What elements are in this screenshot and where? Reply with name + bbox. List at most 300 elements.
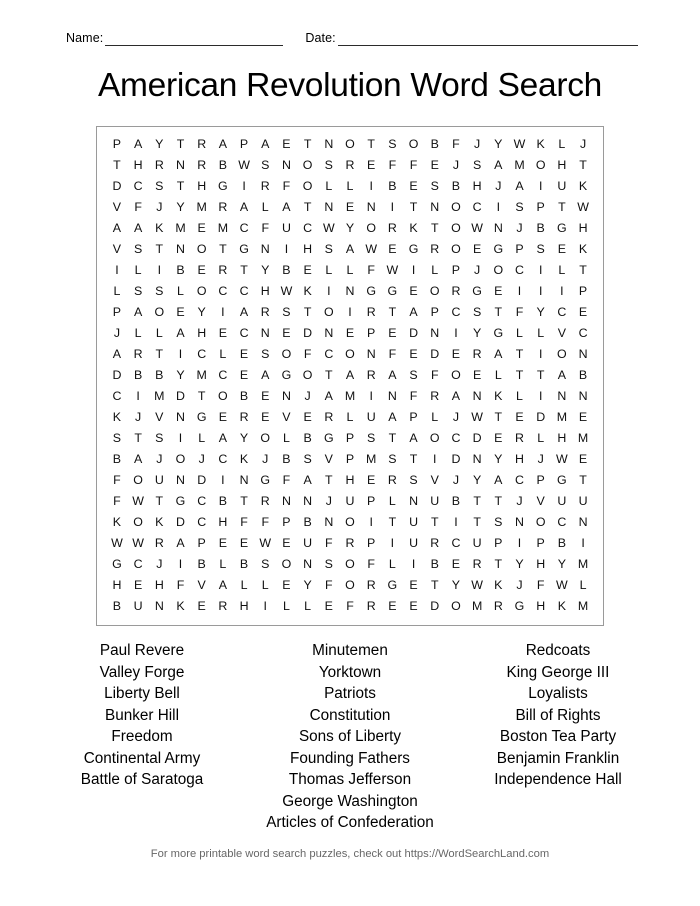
- grid-cell[interactable]: T: [473, 515, 481, 530]
- grid-cell[interactable]: A: [494, 473, 503, 488]
- word-list-item[interactable]: Paul Revere: [99, 642, 185, 660]
- grid-cell[interactable]: E: [388, 242, 397, 257]
- grid-cell[interactable]: E: [303, 410, 312, 425]
- grid-cell[interactable]: I: [115, 263, 119, 278]
- grid-cell[interactable]: F: [388, 158, 397, 173]
- grid-cell[interactable]: N: [260, 326, 270, 341]
- grid-cell[interactable]: B: [303, 515, 312, 530]
- grid-cell[interactable]: T: [579, 263, 587, 278]
- grid-cell[interactable]: U: [154, 473, 164, 488]
- grid-cell[interactable]: S: [261, 158, 270, 173]
- grid-cell[interactable]: Y: [472, 473, 482, 488]
- grid-cell[interactable]: R: [345, 158, 355, 173]
- grid-cell[interactable]: F: [452, 137, 460, 152]
- grid-cell[interactable]: R: [345, 536, 355, 551]
- grid-cell[interactable]: C: [218, 368, 228, 383]
- grid-cell[interactable]: T: [494, 557, 503, 572]
- grid-cell[interactable]: O: [260, 431, 271, 446]
- word-list-item[interactable]: Bunker Hill: [105, 706, 179, 724]
- grid-cell[interactable]: L: [516, 326, 523, 341]
- grid-cell[interactable]: D: [430, 347, 440, 362]
- grid-cell[interactable]: I: [242, 179, 246, 194]
- grid-cell[interactable]: J: [304, 389, 311, 404]
- grid-cell[interactable]: J: [262, 452, 269, 467]
- grid-cell[interactable]: G: [557, 473, 567, 488]
- grid-cell[interactable]: T: [240, 263, 248, 278]
- grid-cell[interactable]: S: [367, 431, 376, 446]
- grid-cell[interactable]: M: [577, 431, 589, 446]
- grid-cell[interactable]: N: [281, 158, 291, 173]
- grid-cell[interactable]: O: [323, 305, 334, 320]
- grid-cell[interactable]: A: [239, 200, 249, 215]
- grid-cell[interactable]: P: [367, 326, 376, 341]
- grid-cell[interactable]: J: [474, 137, 481, 152]
- grid-cell[interactable]: S: [133, 242, 143, 257]
- grid-cell[interactable]: W: [513, 137, 526, 152]
- grid-cell[interactable]: L: [516, 389, 523, 404]
- grid-cell[interactable]: A: [239, 305, 249, 320]
- grid-cell[interactable]: V: [112, 242, 122, 257]
- grid-cell[interactable]: W: [280, 284, 293, 299]
- grid-cell[interactable]: B: [430, 137, 439, 152]
- grid-cell[interactable]: D: [409, 326, 419, 341]
- grid-cell[interactable]: G: [493, 326, 504, 341]
- grid-cell[interactable]: S: [155, 284, 164, 299]
- grid-cell[interactable]: R: [260, 305, 270, 320]
- grid-cell[interactable]: K: [557, 599, 566, 614]
- grid-cell[interactable]: P: [430, 305, 439, 320]
- grid-cell[interactable]: O: [154, 305, 165, 320]
- grid-cell[interactable]: O: [345, 557, 355, 572]
- grid-cell[interactable]: O: [175, 452, 186, 467]
- grid-cell[interactable]: M: [175, 221, 186, 236]
- name-write-line[interactable]: [105, 33, 283, 46]
- grid-cell[interactable]: C: [515, 473, 524, 488]
- grid-cell[interactable]: J: [495, 179, 502, 194]
- grid-cell[interactable]: E: [367, 473, 376, 488]
- grid-cell[interactable]: T: [430, 578, 439, 593]
- grid-cell[interactable]: S: [494, 515, 503, 530]
- grid-cell[interactable]: L: [325, 263, 333, 278]
- grid-cell[interactable]: G: [196, 410, 207, 425]
- grid-cell[interactable]: M: [556, 410, 568, 425]
- grid-cell[interactable]: U: [557, 494, 567, 509]
- grid-cell[interactable]: E: [239, 536, 249, 551]
- grid-cell[interactable]: I: [221, 473, 225, 488]
- grid-cell[interactable]: P: [536, 200, 545, 215]
- grid-cell[interactable]: T: [494, 305, 503, 320]
- grid-cell[interactable]: K: [494, 389, 503, 404]
- grid-cell[interactable]: I: [390, 200, 395, 215]
- grid-cell[interactable]: W: [577, 200, 589, 215]
- grid-cell[interactable]: E: [494, 284, 503, 299]
- grid-cell[interactable]: P: [112, 305, 122, 320]
- grid-cell[interactable]: S: [324, 242, 333, 257]
- grid-cell[interactable]: C: [133, 179, 143, 194]
- grid-cell[interactable]: H: [557, 158, 567, 173]
- grid-cell[interactable]: Y: [472, 326, 482, 341]
- grid-cell[interactable]: C: [472, 200, 482, 215]
- word-list-item[interactable]: Valley Forge: [99, 663, 185, 681]
- grid-cell[interactable]: N: [578, 389, 588, 404]
- grid-cell[interactable]: O: [281, 347, 292, 362]
- grid-cell[interactable]: T: [473, 494, 481, 509]
- grid-cell[interactable]: E: [345, 200, 355, 215]
- grid-cell[interactable]: L: [346, 179, 354, 194]
- grid-cell[interactable]: C: [324, 347, 334, 362]
- grid-cell[interactable]: F: [282, 179, 291, 194]
- word-list-item[interactable]: Redcoats: [525, 642, 591, 660]
- grid-cell[interactable]: Y: [197, 305, 206, 320]
- grid-cell[interactable]: R: [387, 473, 397, 488]
- grid-cell[interactable]: O: [429, 431, 440, 446]
- grid-cell[interactable]: E: [176, 305, 185, 320]
- grid-cell[interactable]: S: [155, 179, 164, 194]
- grid-cell[interactable]: I: [517, 284, 522, 299]
- grid-cell[interactable]: E: [345, 326, 355, 341]
- grid-cell[interactable]: D: [472, 431, 482, 446]
- grid-cell[interactable]: C: [197, 494, 207, 509]
- date-write-line[interactable]: [338, 33, 638, 46]
- grid-cell[interactable]: D: [197, 473, 207, 488]
- grid-cell[interactable]: N: [366, 200, 376, 215]
- grid-cell[interactable]: N: [409, 494, 419, 509]
- grid-cell[interactable]: K: [112, 410, 122, 425]
- grid-cell[interactable]: A: [133, 305, 143, 320]
- grid-cell[interactable]: Y: [494, 137, 503, 152]
- grid-cell[interactable]: W: [322, 221, 335, 236]
- grid-cell[interactable]: S: [133, 284, 143, 299]
- word-list-item[interactable]: Thomas Jefferson: [288, 771, 412, 789]
- grid-cell[interactable]: O: [281, 557, 292, 572]
- grid-cell[interactable]: N: [578, 515, 588, 530]
- grid-cell[interactable]: H: [154, 578, 164, 593]
- grid-cell[interactable]: A: [324, 389, 333, 404]
- grid-cell[interactable]: E: [218, 536, 227, 551]
- grid-cell[interactable]: B: [430, 557, 439, 572]
- grid-cell[interactable]: O: [535, 515, 546, 530]
- grid-cell[interactable]: L: [304, 599, 312, 614]
- grid-cell[interactable]: D: [536, 410, 546, 425]
- grid-cell[interactable]: P: [345, 431, 355, 446]
- grid-cell[interactable]: J: [537, 452, 544, 467]
- word-list-item[interactable]: George Washington: [282, 792, 418, 810]
- grid-cell[interactable]: E: [409, 179, 418, 194]
- grid-cell[interactable]: T: [197, 389, 206, 404]
- grid-cell[interactable]: P: [367, 536, 376, 551]
- grid-cell[interactable]: S: [388, 137, 397, 152]
- grid-cell[interactable]: O: [451, 368, 461, 383]
- grid-cell[interactable]: S: [536, 242, 545, 257]
- grid-cell[interactable]: A: [133, 452, 143, 467]
- grid-cell[interactable]: F: [430, 368, 439, 383]
- grid-cell[interactable]: L: [558, 263, 566, 278]
- grid-cell[interactable]: A: [345, 242, 355, 257]
- grid-cell[interactable]: D: [176, 389, 185, 404]
- grid-cell[interactable]: T: [388, 431, 397, 446]
- grid-cell[interactable]: N: [493, 221, 503, 236]
- grid-cell[interactable]: B: [578, 368, 588, 383]
- grid-cell[interactable]: E: [451, 347, 461, 362]
- grid-cell[interactable]: G: [366, 284, 376, 299]
- grid-cell[interactable]: M: [217, 221, 229, 236]
- grid-cell[interactable]: P: [345, 452, 355, 467]
- grid-cell[interactable]: V: [155, 410, 164, 425]
- grid-cell[interactable]: G: [218, 179, 228, 194]
- grid-cell[interactable]: V: [557, 326, 566, 341]
- grid-cell[interactable]: R: [154, 536, 164, 551]
- grid-cell[interactable]: L: [282, 431, 290, 446]
- grid-cell[interactable]: P: [494, 536, 503, 551]
- grid-cell[interactable]: M: [154, 389, 165, 404]
- word-list-item[interactable]: Benjamin Franklin: [496, 749, 620, 767]
- grid-cell[interactable]: S: [472, 305, 482, 320]
- grid-cell[interactable]: W: [132, 494, 144, 509]
- grid-cell[interactable]: F: [367, 557, 375, 572]
- grid-cell[interactable]: G: [387, 284, 398, 299]
- grid-cell[interactable]: S: [261, 347, 270, 362]
- grid-cell[interactable]: C: [557, 515, 567, 530]
- grid-cell[interactable]: P: [451, 263, 461, 278]
- grid-cell[interactable]: O: [345, 578, 355, 593]
- grid-cell[interactable]: G: [387, 578, 398, 593]
- grid-cell[interactable]: H: [197, 179, 207, 194]
- name-field[interactable]: [66, 32, 283, 46]
- grid-cell[interactable]: C: [515, 263, 524, 278]
- grid-cell[interactable]: O: [408, 137, 419, 152]
- grid-cell[interactable]: L: [134, 263, 142, 278]
- grid-cell[interactable]: K: [303, 284, 312, 299]
- grid-cell[interactable]: Y: [494, 452, 503, 467]
- grid-cell[interactable]: J: [325, 494, 332, 509]
- grid-cell[interactable]: O: [451, 200, 461, 215]
- grid-cell[interactable]: F: [367, 263, 375, 278]
- grid-cell[interactable]: J: [198, 452, 205, 467]
- grid-cell[interactable]: P: [515, 242, 524, 257]
- grid-cell[interactable]: D: [112, 368, 122, 383]
- grid-cell[interactable]: A: [409, 305, 418, 320]
- grid-cell[interactable]: I: [369, 179, 373, 194]
- grid-cell[interactable]: T: [155, 347, 164, 362]
- grid-cell[interactable]: H: [260, 284, 270, 299]
- grid-cell[interactable]: J: [516, 494, 523, 509]
- grid-cell[interactable]: W: [365, 242, 378, 257]
- grid-cell[interactable]: D: [176, 515, 185, 530]
- grid-cell[interactable]: E: [197, 263, 206, 278]
- grid-cell[interactable]: K: [536, 137, 545, 152]
- grid-cell[interactable]: K: [239, 452, 249, 467]
- grid-cell[interactable]: B: [282, 452, 291, 467]
- grid-cell[interactable]: E: [578, 452, 588, 467]
- grid-cell[interactable]: R: [430, 536, 440, 551]
- grid-cell[interactable]: A: [218, 431, 227, 446]
- grid-cell[interactable]: E: [451, 557, 461, 572]
- grid-cell[interactable]: V: [536, 494, 545, 509]
- grid-cell[interactable]: A: [176, 536, 185, 551]
- grid-cell[interactable]: C: [451, 305, 461, 320]
- grid-cell[interactable]: L: [261, 578, 269, 593]
- grid-cell[interactable]: K: [112, 515, 122, 530]
- grid-cell[interactable]: I: [263, 599, 267, 614]
- grid-cell[interactable]: A: [303, 473, 312, 488]
- grid-cell[interactable]: T: [240, 494, 248, 509]
- grid-cell[interactable]: S: [324, 557, 333, 572]
- grid-cell[interactable]: Y: [176, 368, 185, 383]
- grid-cell[interactable]: I: [348, 305, 352, 320]
- grid-cell[interactable]: U: [409, 536, 419, 551]
- grid-cell[interactable]: F: [113, 494, 121, 509]
- grid-cell[interactable]: B: [155, 368, 164, 383]
- grid-cell[interactable]: E: [388, 599, 397, 614]
- grid-cell[interactable]: R: [260, 179, 270, 194]
- grid-cell[interactable]: I: [496, 200, 501, 215]
- grid-cell[interactable]: L: [579, 578, 587, 593]
- grid-cell[interactable]: P: [536, 536, 545, 551]
- grid-cell[interactable]: C: [197, 347, 207, 362]
- grid-cell[interactable]: R: [472, 347, 482, 362]
- grid-cell[interactable]: E: [218, 326, 227, 341]
- grid-cell[interactable]: B: [451, 494, 461, 509]
- grid-cell[interactable]: N: [578, 347, 588, 362]
- grid-cell[interactable]: O: [218, 389, 228, 404]
- grid-cell[interactable]: H: [515, 452, 524, 467]
- word-list-item[interactable]: Yorktown: [318, 663, 382, 681]
- grid-cell[interactable]: R: [515, 431, 524, 446]
- word-list-item[interactable]: Liberty Bell: [104, 685, 180, 703]
- grid-cell[interactable]: W: [238, 158, 250, 173]
- grid-cell[interactable]: G: [408, 242, 419, 257]
- grid-cell[interactable]: I: [327, 284, 331, 299]
- grid-cell[interactable]: N: [515, 515, 524, 530]
- word-list-item[interactable]: Minutemen: [312, 642, 388, 660]
- grid-cell[interactable]: C: [239, 326, 249, 341]
- grid-cell[interactable]: A: [494, 347, 503, 362]
- grid-cell[interactable]: Y: [261, 263, 270, 278]
- grid-cell[interactable]: W: [132, 536, 144, 551]
- grid-cell[interactable]: O: [133, 473, 143, 488]
- grid-cell[interactable]: K: [155, 515, 164, 530]
- grid-cell[interactable]: C: [578, 326, 588, 341]
- grid-cell[interactable]: T: [155, 494, 164, 509]
- grid-cell[interactable]: H: [472, 179, 482, 194]
- grid-cell[interactable]: W: [471, 410, 483, 425]
- grid-cell[interactable]: E: [494, 431, 503, 446]
- grid-cell[interactable]: D: [303, 326, 313, 341]
- grid-cell[interactable]: H: [239, 599, 249, 614]
- grid-cell[interactable]: P: [409, 410, 418, 425]
- grid-cell[interactable]: R: [387, 221, 397, 236]
- grid-cell[interactable]: B: [239, 389, 249, 404]
- grid-cell[interactable]: G: [175, 494, 186, 509]
- grid-cell[interactable]: M: [344, 389, 356, 404]
- grid-cell[interactable]: S: [388, 452, 397, 467]
- grid-cell[interactable]: B: [218, 158, 227, 173]
- grid-cell[interactable]: E: [409, 578, 418, 593]
- grid-cell[interactable]: B: [133, 368, 143, 383]
- grid-cell[interactable]: J: [156, 452, 163, 467]
- grid-cell[interactable]: A: [176, 326, 185, 341]
- grid-cell[interactable]: E: [578, 305, 588, 320]
- grid-cell[interactable]: E: [324, 599, 333, 614]
- grid-cell[interactable]: L: [494, 368, 502, 383]
- date-field[interactable]: [305, 32, 638, 46]
- grid-cell[interactable]: F: [240, 515, 248, 530]
- grid-cell[interactable]: E: [282, 326, 291, 341]
- grid-cell[interactable]: T: [494, 410, 503, 425]
- grid-cell[interactable]: K: [409, 221, 418, 236]
- grid-cell[interactable]: I: [221, 305, 225, 320]
- grid-cell[interactable]: T: [325, 473, 333, 488]
- word-list-item[interactable]: Continental Army: [83, 749, 201, 767]
- grid-cell[interactable]: P: [112, 137, 122, 152]
- grid-cell[interactable]: L: [177, 284, 184, 299]
- grid-cell[interactable]: I: [454, 326, 458, 341]
- grid-cell[interactable]: O: [451, 221, 461, 236]
- grid-cell[interactable]: A: [282, 200, 291, 215]
- grid-cell[interactable]: W: [471, 578, 483, 593]
- grid-cell[interactable]: L: [282, 599, 290, 614]
- grid-cell[interactable]: S: [409, 473, 418, 488]
- grid-cell[interactable]: O: [557, 347, 567, 362]
- grid-cell[interactable]: V: [282, 410, 291, 425]
- grid-cell[interactable]: R: [239, 410, 249, 425]
- grid-cell[interactable]: O: [133, 515, 143, 530]
- grid-cell[interactable]: L: [240, 578, 248, 593]
- grid-cell[interactable]: T: [536, 368, 545, 383]
- grid-cell[interactable]: R: [260, 494, 270, 509]
- grid-cell[interactable]: L: [219, 557, 227, 572]
- grid-cell[interactable]: M: [471, 599, 483, 614]
- grid-cell[interactable]: I: [369, 389, 373, 404]
- grid-cell[interactable]: H: [112, 578, 122, 593]
- grid-cell[interactable]: L: [219, 347, 227, 362]
- grid-cell[interactable]: J: [516, 221, 523, 236]
- word-list-item[interactable]: Sons of Liberty: [298, 728, 402, 746]
- grid-cell[interactable]: Y: [176, 200, 185, 215]
- grid-cell[interactable]: A: [261, 137, 270, 152]
- grid-cell[interactable]: C: [218, 452, 228, 467]
- grid-cell[interactable]: U: [303, 536, 313, 551]
- grid-cell[interactable]: V: [324, 452, 333, 467]
- grid-cell[interactable]: Y: [155, 137, 164, 152]
- grid-cell[interactable]: E: [409, 284, 418, 299]
- grid-cell[interactable]: O: [345, 515, 355, 530]
- grid-cell[interactable]: G: [260, 473, 271, 488]
- grid-cell[interactable]: T: [515, 347, 524, 362]
- grid-cell[interactable]: I: [411, 557, 416, 572]
- grid-cell[interactable]: O: [302, 158, 313, 173]
- grid-cell[interactable]: E: [239, 368, 249, 383]
- grid-cell[interactable]: V: [112, 200, 122, 215]
- grid-cell[interactable]: A: [388, 368, 397, 383]
- grid-cell[interactable]: U: [578, 494, 588, 509]
- grid-cell[interactable]: U: [557, 179, 567, 194]
- grid-cell[interactable]: Y: [239, 431, 249, 446]
- grid-cell[interactable]: N: [281, 494, 291, 509]
- grid-cell[interactable]: V: [430, 473, 439, 488]
- grid-cell[interactable]: L: [431, 263, 439, 278]
- grid-cell[interactable]: B: [536, 221, 545, 236]
- grid-cell[interactable]: J: [579, 137, 587, 152]
- grid-cell[interactable]: R: [154, 158, 164, 173]
- grid-cell[interactable]: S: [472, 158, 482, 173]
- grid-cell[interactable]: B: [451, 179, 461, 194]
- word-list-item[interactable]: Battle of Saratoga: [80, 771, 204, 789]
- grid-cell[interactable]: L: [388, 494, 396, 509]
- grid-cell[interactable]: C: [239, 284, 249, 299]
- grid-cell[interactable]: S: [112, 431, 122, 446]
- grid-cell[interactable]: T: [367, 137, 375, 152]
